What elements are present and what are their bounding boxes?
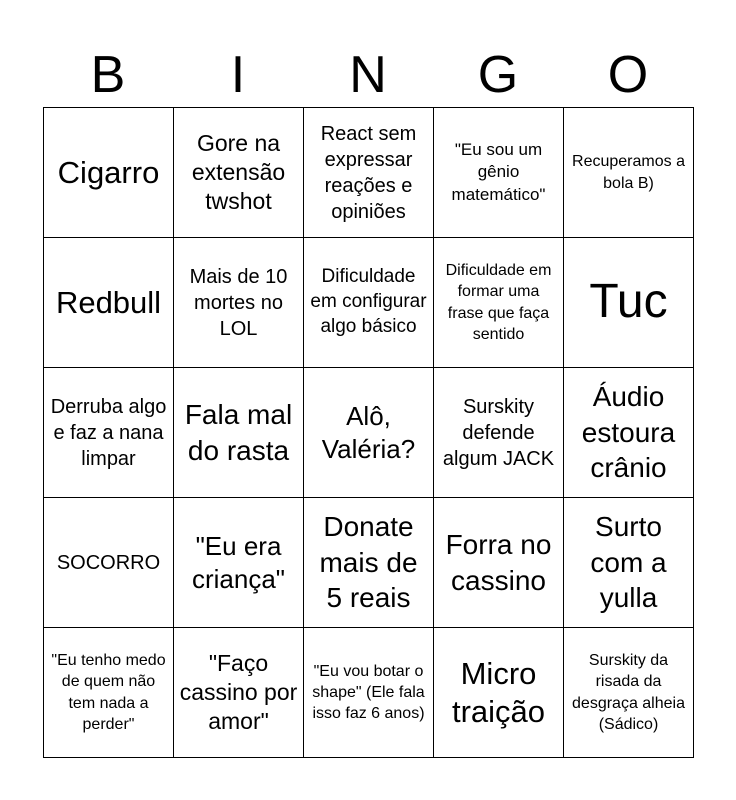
bingo-cell[interactable] <box>564 108 694 238</box>
bingo-cell-text: Áudio estoura crânio <box>581 380 676 484</box>
bingo-cell[interactable] <box>174 368 304 498</box>
bingo-cell-text: Dificuldade em formar uma frase que faça sentido <box>445 262 552 343</box>
bingo-cell[interactable] <box>434 368 564 498</box>
bingo-cell-text: Alô, Valéria? <box>321 401 416 464</box>
bingo-cell-text: "Eu era criança" <box>191 531 286 594</box>
bingo-cell[interactable] <box>44 108 174 238</box>
bingo-cell-text: SOCORRO <box>56 551 161 574</box>
bingo-cell-text: Derruba algo e faz a nana limpar <box>50 395 167 470</box>
bingo-cell-text: Surskity da risada da desgraça alheia (Sádico) <box>572 652 685 733</box>
bingo-cell[interactable] <box>174 628 304 758</box>
bingo-cell-text: Fala mal do rasta <box>184 398 293 466</box>
header-letter-o: O <box>607 46 649 104</box>
bingo-cell-text: Recuperamos a bola B) <box>572 153 685 192</box>
header-letter-i: I <box>230 46 246 104</box>
bingo-cell-text: Surskity defende algum JACK <box>442 395 555 470</box>
bingo-card-grid <box>43 107 694 758</box>
bingo-cell-text: Gore na extensão twshot <box>191 130 286 214</box>
bingo-cell[interactable] <box>564 628 694 758</box>
bingo-cell-text: "Eu vou botar o shape" (Ele fala isso faz 6 anos) <box>312 662 425 723</box>
bingo-cell[interactable] <box>304 238 434 368</box>
bingo-cell-text: React sem expressar reações e opiniões <box>320 122 417 223</box>
bingo-cell-text: Surto com a yulla <box>590 510 667 614</box>
header-letter-b: B <box>90 46 126 104</box>
bingo-cell[interactable] <box>304 108 434 238</box>
bingo-cell[interactable] <box>304 368 434 498</box>
bingo-cell[interactable] <box>304 628 434 758</box>
bingo-cell[interactable] <box>434 628 564 758</box>
bingo-cell[interactable] <box>434 498 564 628</box>
bingo-header <box>43 40 693 108</box>
bingo-cell[interactable] <box>174 238 304 368</box>
bingo-cell[interactable] <box>564 368 694 498</box>
bingo-cell-text: Donate mais de 5 reais <box>319 510 418 614</box>
bingo-cell[interactable] <box>44 368 174 498</box>
bingo-cell-text: Forra no cassino <box>445 528 552 596</box>
bingo-cell-text: "Faço cassino por amor" <box>179 650 298 734</box>
bingo-cell[interactable] <box>44 238 174 368</box>
bingo-cell-text: Dificuldade em configurar algo básico <box>310 266 427 337</box>
bingo-cell[interactable] <box>434 238 564 368</box>
bingo-cell[interactable] <box>174 108 304 238</box>
bingo-cell-text: Tuc <box>589 275 668 329</box>
bingo-cell[interactable] <box>564 498 694 628</box>
bingo-cell[interactable] <box>564 238 694 368</box>
bingo-cell[interactable] <box>44 628 174 758</box>
bingo-cell-text: Redbull <box>55 284 162 320</box>
bingo-cell-text: "Eu tenho medo de quem não tem nada a perder" <box>51 652 166 733</box>
bingo-cell-text: Micro traição <box>451 656 546 729</box>
bingo-cell-text: Mais de 10 mortes no LOL <box>189 265 288 340</box>
header-letter-n: N <box>349 46 387 104</box>
bingo-cell-text: "Eu sou um gênio matemático" <box>451 139 546 204</box>
bingo-cell-text: Cigarro <box>57 154 160 190</box>
bingo-cell[interactable] <box>304 498 434 628</box>
bingo-cell[interactable] <box>44 498 174 628</box>
header-letter-g: G <box>477 46 519 104</box>
bingo-cell[interactable] <box>434 108 564 238</box>
bingo-cell[interactable] <box>174 498 304 628</box>
